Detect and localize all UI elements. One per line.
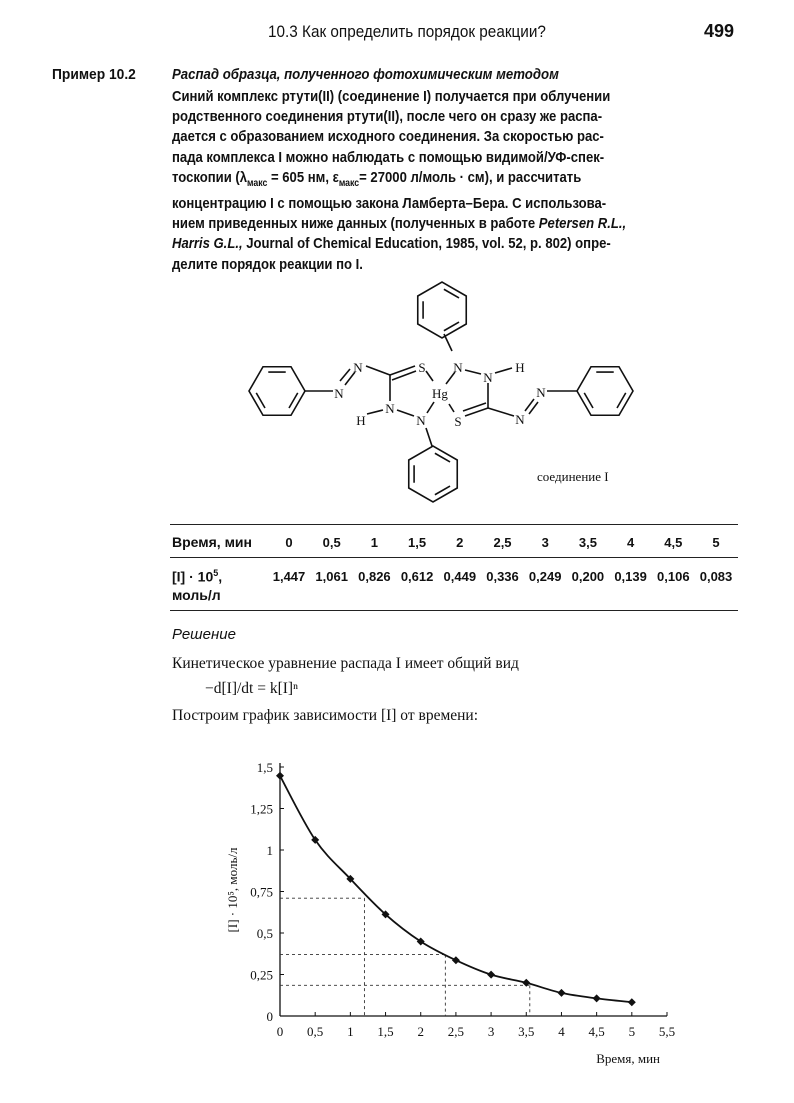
- solution-paragraph: Построим график зависимости [I] от времени:: [172, 707, 479, 724]
- conc-cell: 0,336: [486, 569, 519, 584]
- atom-n: N: [483, 370, 493, 385]
- x-tick-label: 5: [628, 1024, 636, 1039]
- solution-paragraph: Кинетическое уравнение распада I имеет общий вид: [172, 655, 519, 672]
- data-point: [593, 994, 601, 1002]
- text: тоскопии (λ: [172, 168, 248, 186]
- conc-cell: 0,826: [358, 569, 391, 584]
- x-tick-label: 1,5: [377, 1024, 394, 1039]
- fit-curve: [280, 776, 632, 1002]
- atom-n: N: [385, 401, 395, 416]
- time-cell: 1,5: [408, 535, 427, 550]
- y-tick-label: 0: [266, 1009, 273, 1024]
- x-tick-label: 3,5: [518, 1024, 535, 1039]
- data-point: [557, 989, 565, 997]
- conc-cell: 0,449: [443, 569, 477, 584]
- conc-cell: 0,200: [571, 569, 605, 584]
- x-tick-label: 5,5: [658, 1024, 676, 1039]
- time-cell: 2,5: [493, 535, 512, 550]
- page-number: 499: [704, 21, 735, 41]
- data-point: [628, 998, 636, 1006]
- x-tick-label: 0,5: [307, 1024, 324, 1039]
- subscript: макс: [338, 177, 360, 189]
- solution-heading: Решение: [172, 626, 236, 643]
- x-tick-label: 1: [347, 1024, 354, 1039]
- time-cell: 0,5: [322, 535, 341, 550]
- time-header: Время, мин: [172, 534, 252, 550]
- superscript: 5: [213, 568, 219, 578]
- conc-cell: 0,249: [528, 569, 562, 584]
- atom-h: H: [356, 413, 366, 428]
- data-point: [276, 772, 284, 780]
- compound-caption: соединение I: [537, 469, 609, 484]
- conc-cell: 0,083: [699, 569, 733, 584]
- conc-unit: моль/л: [172, 587, 221, 603]
- text-line: делите порядок реакции по I.: [172, 255, 363, 273]
- x-tick-label: 3: [487, 1024, 495, 1039]
- conc-cell: 0,106: [657, 569, 690, 584]
- atom-s: S: [454, 414, 462, 429]
- x-tick-label: 0: [276, 1024, 284, 1039]
- citation-authors: Petersen R.L.,: [538, 215, 627, 233]
- x-axis-label: Время, мин: [596, 1051, 660, 1066]
- atom-h: H: [515, 360, 525, 375]
- time-cell: 2: [456, 535, 464, 550]
- data-point: [487, 971, 495, 979]
- conc-cell: 1,061: [315, 569, 348, 584]
- conc-cell: 0,139: [614, 569, 647, 584]
- y-tick-label: 1: [266, 843, 273, 858]
- y-tick-label: 0,25: [250, 967, 273, 983]
- text-line: концентрацию I с помощью закона Ламберта–Бера. С использова-: [172, 195, 607, 213]
- time-cell: 1: [370, 535, 379, 550]
- text-line: родственного соединения ртути(II), после чего он сразу же распа-: [172, 108, 603, 126]
- y-tick-label: 1,5: [256, 760, 273, 775]
- time-cell: 3: [541, 535, 549, 550]
- atom-n: N: [536, 385, 546, 400]
- atom-n: N: [334, 386, 344, 401]
- atom-n: N: [353, 360, 363, 375]
- atom-n: N: [416, 413, 426, 428]
- example-label: Пример 10.2: [52, 66, 136, 83]
- atom-s: S: [418, 360, 426, 375]
- text: = 27000 л/моль · см), и рассчитать: [359, 168, 582, 186]
- time-cell: 4: [626, 535, 635, 550]
- atom-n: N: [515, 412, 525, 427]
- text: = 605 нм, ε: [267, 168, 339, 186]
- x-tick-label: 2: [417, 1024, 424, 1039]
- example-title: Распад образца, полученного фотохимическим методом: [172, 66, 559, 83]
- citation-authors: Harris G.L.,: [172, 235, 243, 253]
- x-tick-label: 4,5: [588, 1024, 605, 1039]
- time-cell: 5: [712, 535, 720, 550]
- text-line: дается с образованием исходного соединения. За скоростью рас-: [172, 128, 604, 146]
- running-title: 10.3 Как определить порядок реакции?: [268, 22, 546, 41]
- time-cell: 3,5: [578, 535, 597, 550]
- time-cell: 4,5: [664, 535, 683, 550]
- data-point: [452, 956, 460, 964]
- text: Journal of Chemical Education, 1985, vol. 52, p. 802) опре-: [242, 235, 611, 253]
- atom-hg: Hg: [432, 386, 448, 401]
- y-tick-label: 1,25: [250, 801, 273, 817]
- conc-cell: 0,612: [400, 569, 434, 584]
- y-axis-label: [I] · 10⁵, моль/л: [225, 847, 240, 933]
- text-line: пада комплекса I можно наблюдать с помощью видимой/УФ-спек-: [172, 148, 605, 166]
- conc-cell: 1,447: [272, 569, 306, 584]
- y-tick-label: 0,75: [250, 884, 273, 900]
- data-point: [522, 979, 530, 987]
- y-tick-label: 0,5: [256, 926, 273, 941]
- text: нием приведенных ниже данных (полученных в работе: [172, 215, 539, 233]
- x-tick-label: 4: [558, 1024, 565, 1039]
- text: ,: [218, 568, 223, 585]
- rate-equation: −d[I]/dt = k[I]ⁿ: [205, 680, 298, 697]
- x-tick-label: 2,5: [447, 1024, 465, 1039]
- atom-n: N: [453, 360, 463, 375]
- time-cell: 0: [285, 535, 293, 550]
- text: [I] · 10: [172, 568, 214, 585]
- text-line: Синий комплекс ртути(II) (соединение I) получается при облучении: [172, 88, 611, 105]
- subscript: макс: [247, 177, 268, 189]
